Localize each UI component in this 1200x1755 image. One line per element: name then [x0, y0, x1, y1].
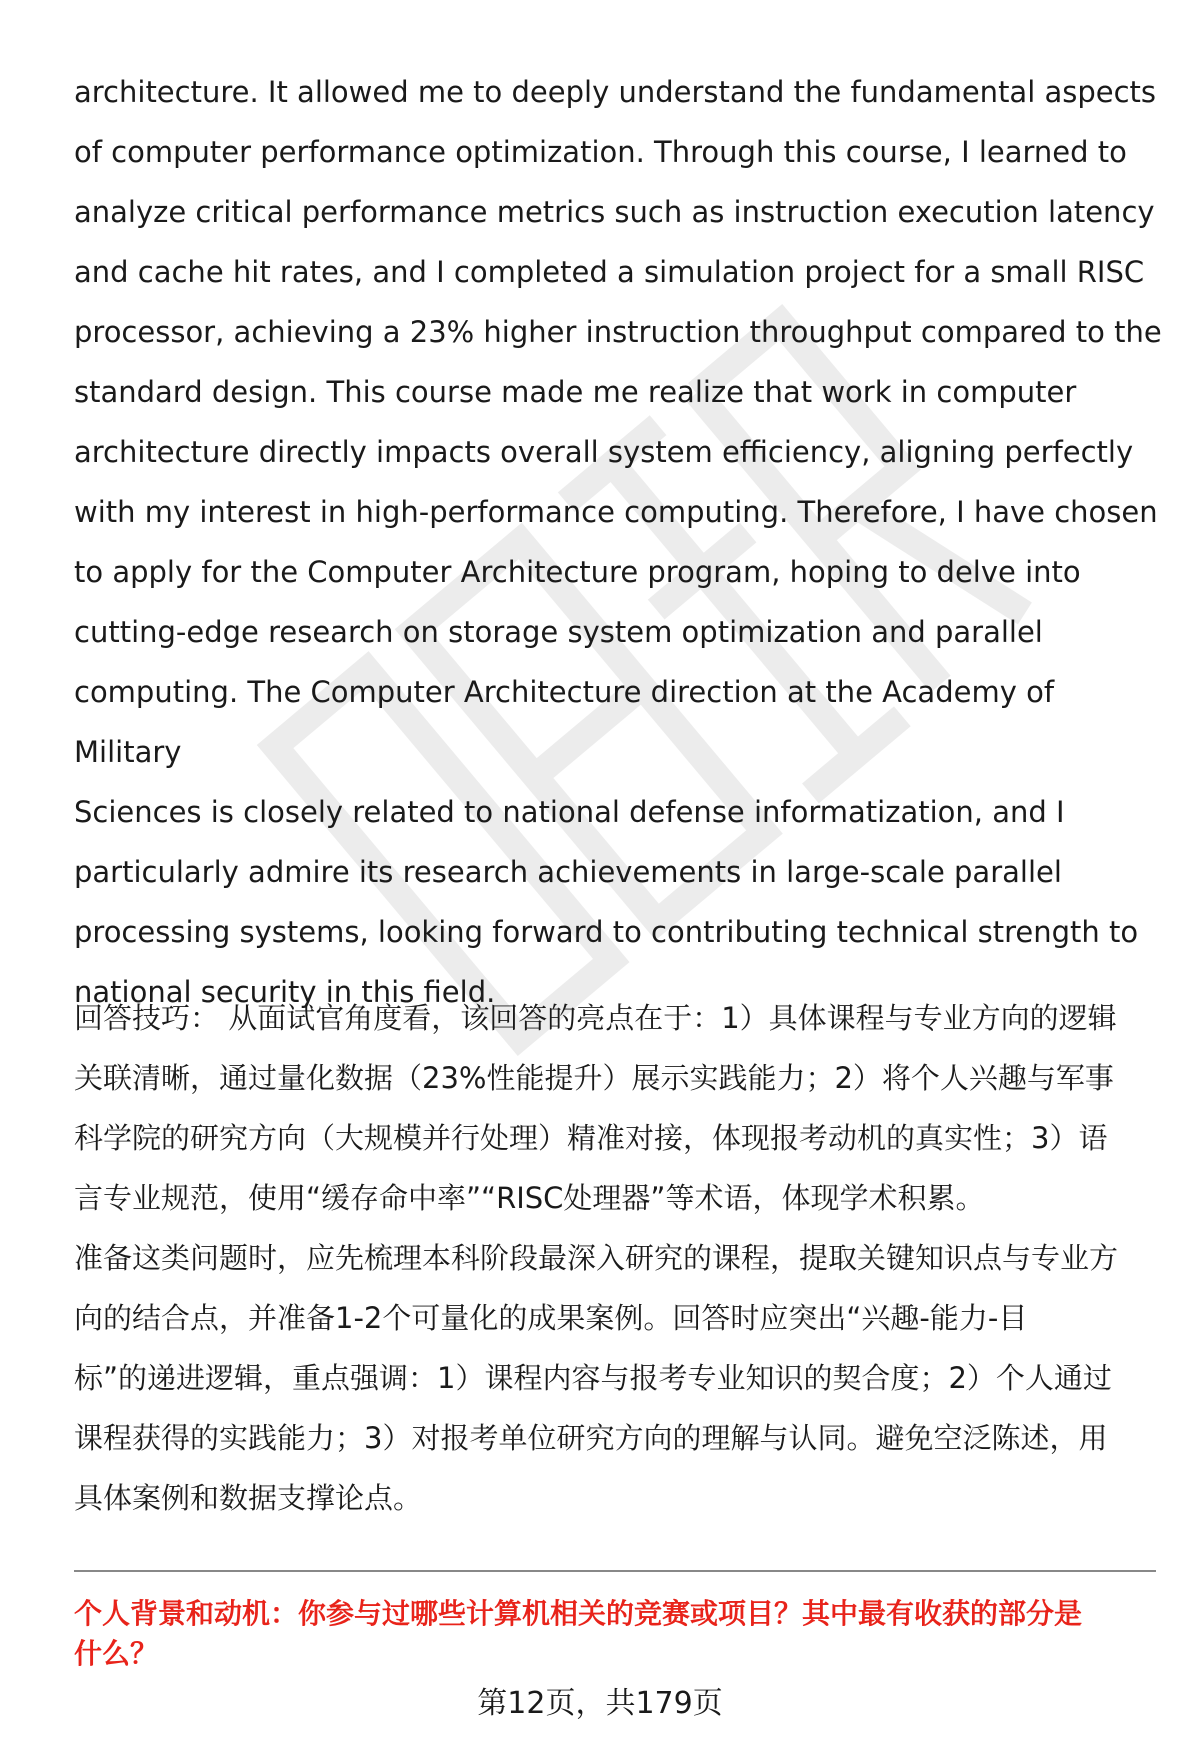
next-question-heading: 个人背景和动机：你参与过哪些计算机相关的竞赛或项目？其中最有收获的部分是 什么？ — [74, 1597, 1083, 1670]
page-number: 第12页，共179页 — [477, 1686, 723, 1721]
answer-paragraph: architecture. It allowed me to deeply understand the fundamental aspects of computer performance optimization. Through this course, I learned to analyze critical performance metrics such as instruction execution latency and cache hit rates, and I completed a simulation project for a small RISC processor, achieving a 23% higher instruction throughput compared to the standard design. This course made me realize that work in computer architecture directly impacts overall system efficiency, aligning perfectly with my interest in high-performance computing. Therefore, I have chosen to apply for the Computer Architecture program, hoping to delve into cutting-edge research on storage system optimization and parallel computing. The Computer Architecture direction at the Academy of Military Sciences is closely related to national defense informatization, and I particularly admire its research achievements in large-scale parallel processing systems, looking forward to contributing technical strength to national security in this field. — [74, 75, 1162, 1009]
tips-paragraph-1: 回答技巧： 从面试官角度看，该回答的亮点在于：1）具体课程与专业方向的逻辑 关联清晰，通过量化数据（23%性能提升）展示实践能力；2）将个人兴趣与军事 科学院的研究方向（大规模并行处理）精准对接，体现报考动机的真实性；3）语 言专业规范，使用“缓存命中率”“RISC处理器”等术语，体现学术积累。 — [74, 1001, 1117, 1215]
section-divider — [74, 1570, 1156, 1572]
answer-tips — [74, 988, 1164, 1528]
tips-paragraph-2: 准备这类问题时，应先梳理本科阶段最深入研究的课程，提取关键知识点与专业方 向的结合点，并准备1-2个可量化的成果案例。回答时应突出“兴趣-能力-目 标”的递进逻辑，重点强调：1）课程内容与报考专业知识的契合度；2）个人通过 课程获得的实践能力；3）对报考单位研究方向的理解与认同。避免空泛陈述，用 具体案例和数据支撑论点。 — [74, 1241, 1119, 1515]
